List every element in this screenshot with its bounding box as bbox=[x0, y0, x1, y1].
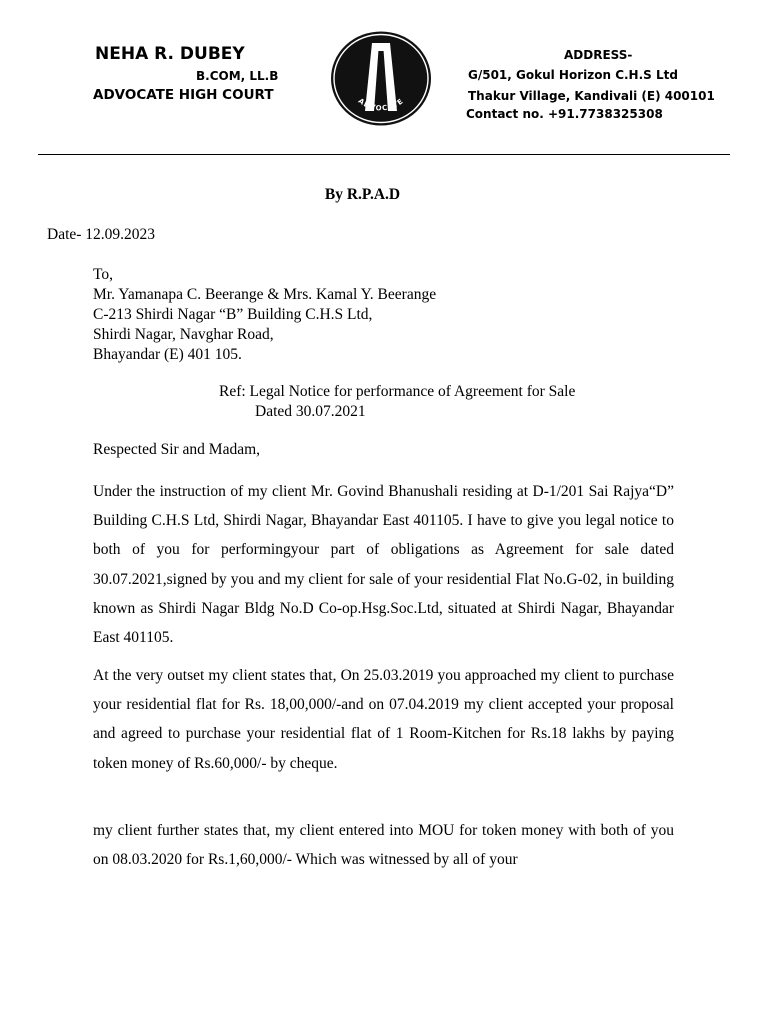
contact-number: Contact no. +91.7738325308 bbox=[466, 107, 663, 121]
recipient-address-line-1: C-213 Shirdi Nagar “B” Building C.H.S Ltd, bbox=[93, 306, 373, 323]
body-paragraph-2: At the very outset my client states that, On 25.03.2019 you approached my client to purchase your residential flat for Rs. 18,00,000/-and on 07.04.2019 my client accepted your proposal and agreed to purchase your residential flat of 1 Room-Kitchen for Rs.18 lakhs by paying token money of Rs.60,000/- by cheque. bbox=[93, 667, 674, 772]
salutation: Respected Sir and Madam, bbox=[93, 441, 261, 458]
recipient-address-line-3: Bhayandar (E) 401 105. bbox=[93, 346, 242, 363]
body-paragraph-3: my client further states that, my client entered into MOU for token money with both of you on 08.03.2020 for Rs.1,60,000/- Which was witnessed by all of your bbox=[93, 822, 674, 869]
recipient-address-line-2: Shirdi Nagar, Navghar Road, bbox=[93, 326, 274, 343]
recipient-block bbox=[93, 265, 436, 365]
address-line-2: Thakur Village, Kandivali (E) 400101 bbox=[468, 89, 715, 103]
letter-date: Date- 12.09.2023 bbox=[47, 226, 156, 243]
to-label: To, bbox=[93, 266, 114, 283]
reference-line-1: Ref: Legal Notice for performance of Agreement for Sale bbox=[219, 383, 576, 400]
advocate-logo bbox=[328, 29, 434, 128]
header-divider bbox=[38, 154, 730, 155]
reference-line-2: Dated 30.07.2021 bbox=[255, 403, 366, 420]
address-line-1: G/501, Gokul Horizon C.H.S Ltd bbox=[468, 68, 678, 82]
body-paragraph-1: Under the instruction of my client Mr. Govind Bhanushali residing at D-1/201 Sai Rajya“D” Building C.H.S Ltd, Shirdi Nagar, Bhayandar East 401105. I have to give you legal notice to both of you for performingyour part of obligations as Agreement for sale dated 30.07.2021,signed by you and my client for sale of your residential Flat No.G-02, in building known as Shirdi Nagar Bldg No.D Co-op.Hsg.Soc.Ltd, situated at Shirdi Nagar, Bhayandar East 401105. bbox=[93, 483, 674, 647]
recipient-names: Mr. Yamanapa C. Beerange & Mrs. Kamal Y. Beerange bbox=[93, 286, 437, 303]
advocate-name: NEHA R. DUBEY bbox=[95, 44, 245, 64]
logo-caption: ADVOCATE bbox=[356, 96, 406, 113]
advocate-title: ADVOCATE HIGH COURT bbox=[93, 87, 274, 103]
advocate-qualifications: B.COM, LL.B bbox=[196, 69, 279, 83]
address-label: ADDRESS- bbox=[564, 48, 633, 62]
reference bbox=[219, 382, 575, 422]
delivery-mode: By R.P.A.D bbox=[324, 186, 401, 203]
